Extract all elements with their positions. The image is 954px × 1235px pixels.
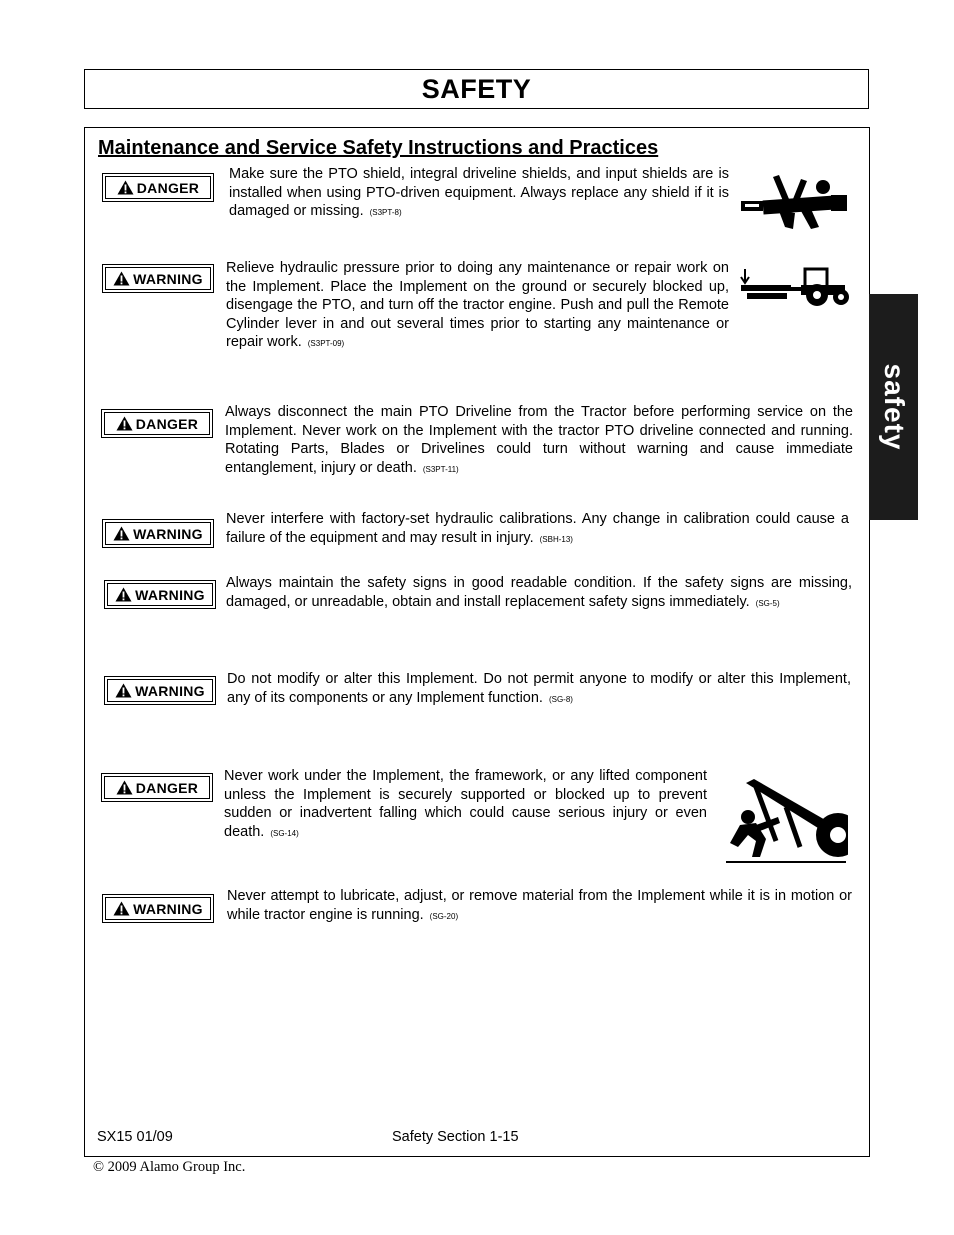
warning-sign [104, 676, 216, 705]
footer-model: SX15 01/09 [97, 1129, 173, 1145]
reference-code: (S3PT-09) [307, 339, 345, 349]
warning-sign [102, 894, 214, 923]
copyright: © 2009 Alamo Group Inc. [93, 1159, 246, 1175]
sign-label: WARNING [135, 682, 205, 699]
safety-instruction: Never interfere with factory-set hydraulic calibrations. Any change in calibration could cause a failure of the equipment and may result in injury. (SBH-13) [226, 511, 849, 546]
sign-label: DANGER [135, 415, 199, 432]
warning-sign [104, 580, 216, 609]
safety-instruction: Relieve hydraulic pressure prior to doing any maintenance or repair work on the Implement. Place the Implement on the ground or securely blocked up, disengage the PTO, and turn off the tractor engine. Push and pull the Remote Cylinder lever in and out several times prior to starting any maintenance or repair work. (S3PT-09) [226, 260, 729, 351]
alert-triangle-icon [117, 180, 134, 195]
header-box [84, 69, 869, 109]
safety-instruction: Do not modify or alter this Implement. Do not permit anyone to modify or alter this Implement, any of its components or any Implement function. (SG-8) [227, 671, 851, 706]
footer-page-number: Safety Section 1-15 [392, 1129, 519, 1145]
reference-code: (SG-20) [429, 911, 459, 921]
alert-triangle-icon [113, 901, 130, 916]
sign-label: DANGER [136, 179, 200, 196]
safety-instruction: Always maintain the safety signs in good readable condition. If the safety signs are missing, damaged, or unreadable, obtain and install replacement safety signs immediately. (SG-5) [226, 575, 852, 610]
sign-label: DANGER [135, 779, 199, 796]
safety-instruction: Never work under the Implement, the framework, or any lifted component unless the Implement is securely supported or blocked up to prevent sudden or inadvertent falling which could cause serious injury or even death. (SG-14) [224, 768, 707, 840]
alert-triangle-icon [113, 271, 130, 286]
tractor-implement-icon [739, 263, 851, 308]
reference-code: (SBH-13) [539, 534, 573, 544]
safety-instruction: Always disconnect the main PTO Driveline from the Tractor before performing service on the Implement. Never work on the Implement with the tractor PTO driveline connected and running. Rotating Parts, Blades or Drivelines could turn without warning and cause immediate entanglement, injury or death. (S3PT-11) [225, 404, 853, 476]
danger-sign [101, 773, 213, 802]
side-tab-label: safety [878, 363, 910, 451]
alert-triangle-icon [116, 416, 133, 431]
page-title: SAFETY [421, 73, 532, 104]
sign-label: WARNING [135, 586, 205, 603]
danger-sign [101, 409, 213, 438]
reference-code: (S3PT-11) [422, 464, 459, 474]
reference-code: (SG-14) [270, 828, 299, 838]
danger-sign [102, 173, 214, 202]
reference-code: (SG-8) [548, 694, 573, 704]
reference-code: (SG-5) [755, 598, 780, 608]
alert-triangle-icon [116, 780, 133, 795]
sign-label: WARNING [133, 525, 203, 542]
alert-triangle-icon [115, 683, 132, 698]
sign-label: WARNING [133, 270, 203, 287]
warning-sign [102, 264, 214, 293]
crushing-hazard-icon [726, 777, 848, 864]
sign-label: WARNING [133, 900, 203, 917]
reference-code: (S3PT-8) [369, 208, 402, 218]
alert-triangle-icon [113, 526, 130, 541]
alert-triangle-icon [115, 587, 132, 602]
section-heading: Maintenance and Service Safety Instructions and Practices [98, 137, 659, 159]
entanglement-icon [739, 171, 851, 233]
safety-instruction: Never attempt to lubricate, adjust, or remove material from the Implement while it is in motion or while tractor engine is running. (SG-20) [227, 888, 852, 923]
warning-sign [102, 519, 214, 548]
safety-instruction: Make sure the PTO shield, integral driveline shields, and input shields are is installed when using PTO-driven equipment. Always replace any shield if it is damaged or missing. (S3PT-8) [229, 166, 729, 220]
section-side-tab [869, 294, 918, 520]
